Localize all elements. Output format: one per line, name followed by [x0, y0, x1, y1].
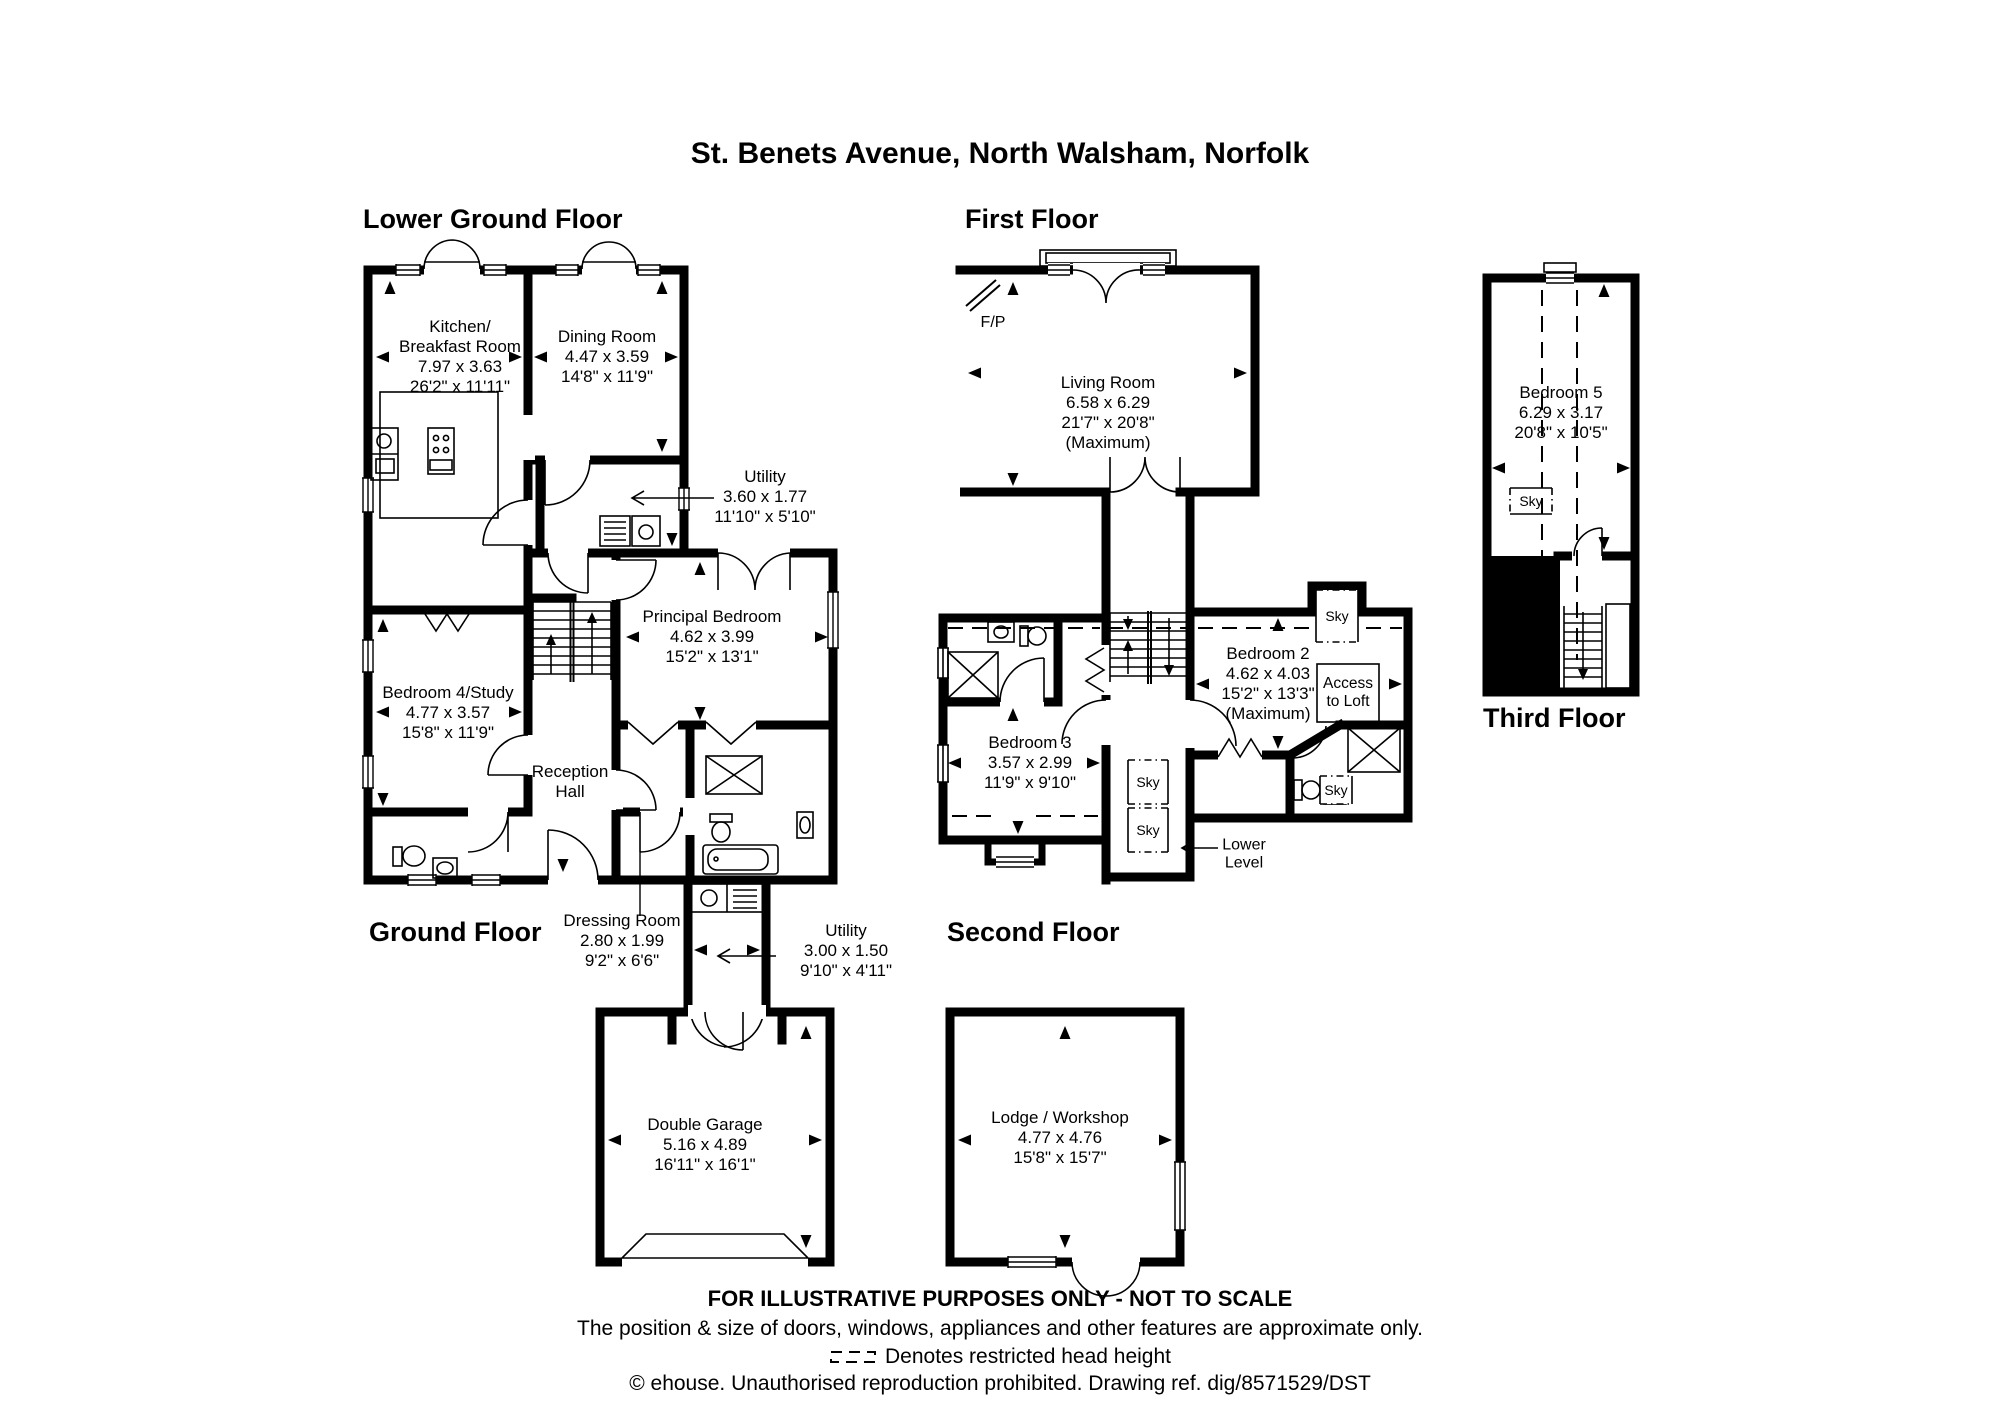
- room-label-kitchen: Kitchen/ Breakfast Room 7.97 x 3.63 26'2" x 11'11": [399, 316, 521, 397]
- room-label-bedroom3: Bedroom 3 3.57 x 2.99 11'9" x 9'10": [984, 732, 1076, 793]
- corridor-sink-fixture: [701, 890, 717, 906]
- fireplace-icon: [966, 280, 1000, 311]
- footer-copyright: © ehouse. Unauthorised reproduction prohibited. Drawing ref. dig/8571529/DST: [629, 1372, 1371, 1395]
- room-label-living-room: Living Room 6.58 x 6.29 21'7" x 20'8" (Maximum): [1060, 372, 1156, 453]
- wc-toilet-fixture: [393, 847, 402, 866]
- room-label-bedroom4-study: Bedroom 4/Study 4.77 x 3.57 15'8" x 11'9": [382, 682, 514, 743]
- heading-third-floor: Third Floor: [1483, 703, 1626, 733]
- footer-approximate-note: The position & size of doors, windows, appliances and other features are approximate only.: [577, 1317, 1423, 1340]
- skylight-label-1: Sky: [1325, 608, 1349, 624]
- restricted-head-height-icon: [829, 1350, 877, 1364]
- utility-sink-fixture: [632, 516, 660, 546]
- skylight-label-4: Sky: [1324, 782, 1348, 798]
- room-label-bedroom5: Bedroom 5 6.29 x 3.17 20'8" x 10'5": [1514, 382, 1608, 443]
- lodge-details: [1008, 1162, 1186, 1296]
- footer-disclaimer: FOR ILLUSTRATIVE PURPOSES ONLY - NOT TO SCALE: [707, 1286, 1293, 1311]
- washer-fixture: [600, 516, 630, 546]
- bath2-sink-fixture: [988, 622, 1014, 642]
- page-title: St. Benets Avenue, North Walsham, Norfolk: [690, 137, 1310, 170]
- room-label-dining: Dining Room 4.47 x 3.59 14'8" x 11'9": [557, 326, 657, 387]
- bath-toilet-fixture: [710, 814, 732, 822]
- lower-level-label: Lower Level: [1222, 836, 1266, 872]
- garage-door-icon: [622, 1234, 808, 1258]
- second-floor-stairs: [1110, 611, 1188, 684]
- skylight-label-2: Sky: [1136, 774, 1160, 790]
- third-floor-stairs-arrow: [1578, 669, 1588, 680]
- fireplace-label: F/P: [980, 313, 1006, 331]
- skylight-label-3: Sky: [1136, 822, 1160, 838]
- ensuite-toilet-fixture: [1294, 780, 1302, 800]
- ground-corridor-fixtures: [690, 884, 764, 1047]
- heading-lower-ground-floor: Lower Ground Floor: [363, 204, 623, 234]
- room-label-reception-hall: Reception Hall: [531, 761, 609, 801]
- room-label-principal-bedroom: Principal Bedroom 4.62 x 3.99 15'2" x 13'1": [642, 606, 782, 667]
- room-label-utility-lower: Utility 3.60 x 1.77 11'10" x 5'10": [714, 466, 816, 527]
- heading-second-floor: Second Floor: [947, 917, 1120, 947]
- room-label-lodge-workshop: Lodge / Workshop 4.77 x 4.76 15'8" x 15'7": [991, 1107, 1129, 1168]
- room-label-utility-ground: Utility 3.00 x 1.50 9'10" x 4'11": [800, 920, 892, 981]
- lgf-stairs: [533, 600, 611, 682]
- room-label-bedroom2: Bedroom 2 4.62 x 4.03 15'2" x 13'3" (Maximum): [1221, 643, 1315, 724]
- access-to-loft-label: Access to Loft: [1323, 675, 1373, 710]
- room-label-double-garage: Double Garage 5.16 x 4.89 16'11" x 16'1": [647, 1114, 763, 1175]
- corridor-washer-fixture: [733, 890, 757, 908]
- footer-legend: Denotes restricted head height: [0, 1345, 2000, 1369]
- lodge-openings: [1008, 1162, 1187, 1269]
- utility-lower-leader: [632, 491, 714, 505]
- skylight-label-5: Sky: [1519, 493, 1543, 509]
- third-floor-void: [1483, 556, 1560, 692]
- heading-ground-floor: Ground Floor: [369, 917, 542, 947]
- heading-first-floor: First Floor: [965, 204, 1099, 234]
- room-label-dressing-room: Dressing Room 2.80 x 1.99 9'2" x 6'6": [563, 910, 681, 971]
- hob-fixture: [428, 428, 454, 474]
